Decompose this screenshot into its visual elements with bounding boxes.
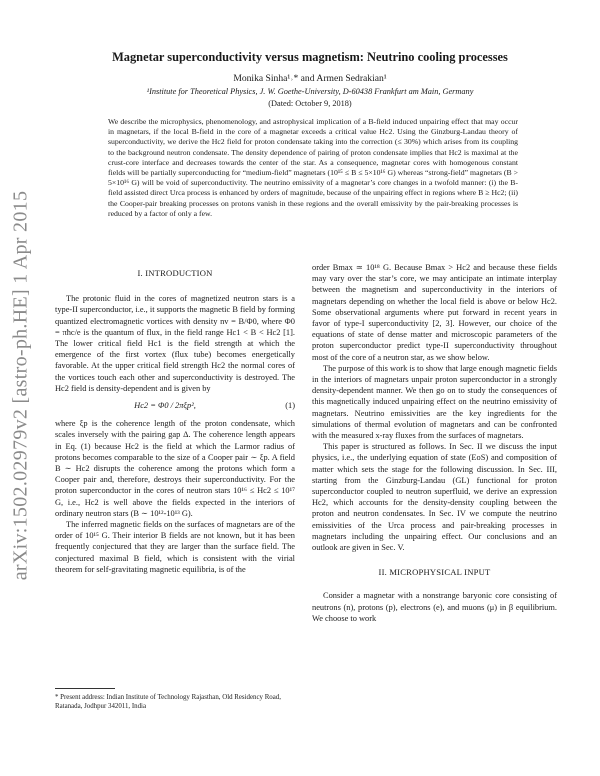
paragraph: The purpose of this work is to show that large enough magnetic fields in the interiors of magnetars unpair proton superconductor in a strongly density-dependent manner. We then go on to study the consequences of this magnetically induced unpairing effect on the neutrino emissivity of magnetars. Neutrino emissivities are the key ingredients for the simulations of thermal evolution of magnetars and can be confronted with the measured x-ray fluxes from the surfaces of magnetars. [312,363,557,441]
footnote: * Present address: Indian Institute of Technology Rajasthan, Old Residency Road, Ratanada, Jodhpur 342011, India [55,694,281,710]
paragraph: where ξp is the coherence length of the proton condensate, which scales inversely with the pairing gap Δ. The coherence length appears in Eq. (1) because Hc2 is the field at which the Larmor radius of protons becomes comparable to the size of a Cooper pair ∼ ξp. A field B ∼ Hc2 disrupts the coherence among the protons which form a Cooper pair and, therefore, destroys their superconductivity. For the proton superconductor in the cores of neutron stars 10¹⁶ ≤ Hc2 ≤ 10¹⁷ G, i.e., Hc2 is well above the fields expected in the interiors of ordinary neutron stars (B ∼ 10¹²-10¹³ G). [55,419,295,518]
paragraph: The protonic fluid in the cores of magnetized neutron stars is a type-II superconductor, i.e., it supports the magnetic B field by forming quantized electromagnetic vortices with density nv = B/Φ0, where Φ0 = πħc/e is the quantum of flux, in the field range Hc1 < B < Hc2 [1]. The lower critical field Hc1 is the field strength at which the emergence of the first vortex (flux tube) becomes energetically favorable. At the upper critical field strength Hc2 the normal cores of the vortices touch each other and superconductivity is destroyed. The Hc2 field is density-dependent and is given by [55,294,295,393]
paragraph: This paper is structured as follows. In Sec. II we discuss the input physics, i.e., the underlying equation of state (EoS) and composition of matter which sets the stage for the following discussion. In Sec. III, starting from the Ginzburg-Landau (GL) functional for proton superconductor coupled to neutron superfluid, we derive an expression Hc2, which accounts for the density-density coupling between the proton and neutron condensates. In Sec. IV we compute the neutrino emissivities of the Urca process and pair-breaking processes in magnetars including the unpairing effect. Our conclusions and an outlook are given in Sec. V. [312,442,557,553]
footnote-rule [55,688,115,689]
equation-1 [55,400,295,411]
section-heading-microphysical-input: II. MICROPHYSICAL INPUT [378,567,491,578]
paragraph: The inferred magnetic fields on the surfaces of magnetars are of the order of 10¹⁵ G. Their interior B fields are not known, but it has been frequently conjectured that they are larger than the surface field. The conjectured maximal B field, which is consistent with the virial theorem for self-gravitating magnetic equilibria, is of the [55,520,295,574]
right-column [312,262,557,624]
equation-body: Hc2 = Φ0 / 2πξp², [134,401,196,411]
affiliation: ¹Institute for Theoretical Physics, J. W. Goethe-University, D-60438 Frankfurt am Main, Germany [146,87,474,96]
paragraph: Consider a magnetar with a nonstrange baryonic core consisting of neutrons (n), protons (p), electrons (e), and muons (μ) in β equilibrium. We choose to work [312,591,557,623]
arxiv-identifier-text: arXiv:1502.02979v2 [astro-ph.HE] 1 Apr 2015 [9,190,32,580]
authors: Monika Sinha¹˒* and Armen Sedrakian¹ [233,73,387,84]
paragraph: order Bmax ≃ 10¹⁸ G. Because Bmax > Hc2 and because these fields may vary over the star’s core, we may anticipate an intimate interplay between the magnetism and superconductivity in the interiors of magnetars depending on whether the local field is above or below Hc2. Some observational arguments where put forward in recent years in favor of type-I superconductivity [2, 3]. However, our choice of the equations of state of dense matter and microscopic parameters of the proton superconductor predict type-II superconductivity throughout most of the core of a neutron star, as we show below. [312,263,557,362]
section-heading-introduction: I. INTRODUCTION [137,268,213,278]
date-line: (Dated: October 9, 2018) [268,99,352,108]
left-column [55,268,295,575]
arxiv-identifier [6,170,36,600]
paper-title: Magnetar superconductivity versus magnetism: Neutrino cooling processes [112,50,508,64]
abstract: We describe the microphysics, phenomenology, and astrophysical implication of a B-field induced unpairing effect that may occur in magnetars, if the local B-field in the core of a magnetar exceeds a critical value Hc2. Using the Ginzburg-Landau theory of superconductivity, we derive the Hc2 field for proton condensate taking into the correction (≤ 30%) which arises from its coupling to the background neutron condensate. The density dependence of pairing of proton condensate implies that Hc2 is maximal at the crust-core interface and decreases towards the center of the star. As a consequence, magnetar cores with homogenous constant fields will be partially superconducting for “medium-field” magnetars (10¹⁵ ≤ B ≤ 5×10¹⁶ G) whereas “strong-field” magnetars (B > 5×10¹⁶ G) will be void of superconductivity. The neutrino emissivity of a magnetar’s core changes in a twofold manner: (i) the B-field assisted direct Urca process is enhanced by orders of magnitude, because of the unpairing effect in regions where B ≥ Hc2; (ii) the Cooper-pair breaking processes on protons vanish in these regions and the overall emissivity by the pair-breaking processes is reduced by a factor of only a few. [108,117,518,218]
equation-number: (1) [285,401,295,411]
